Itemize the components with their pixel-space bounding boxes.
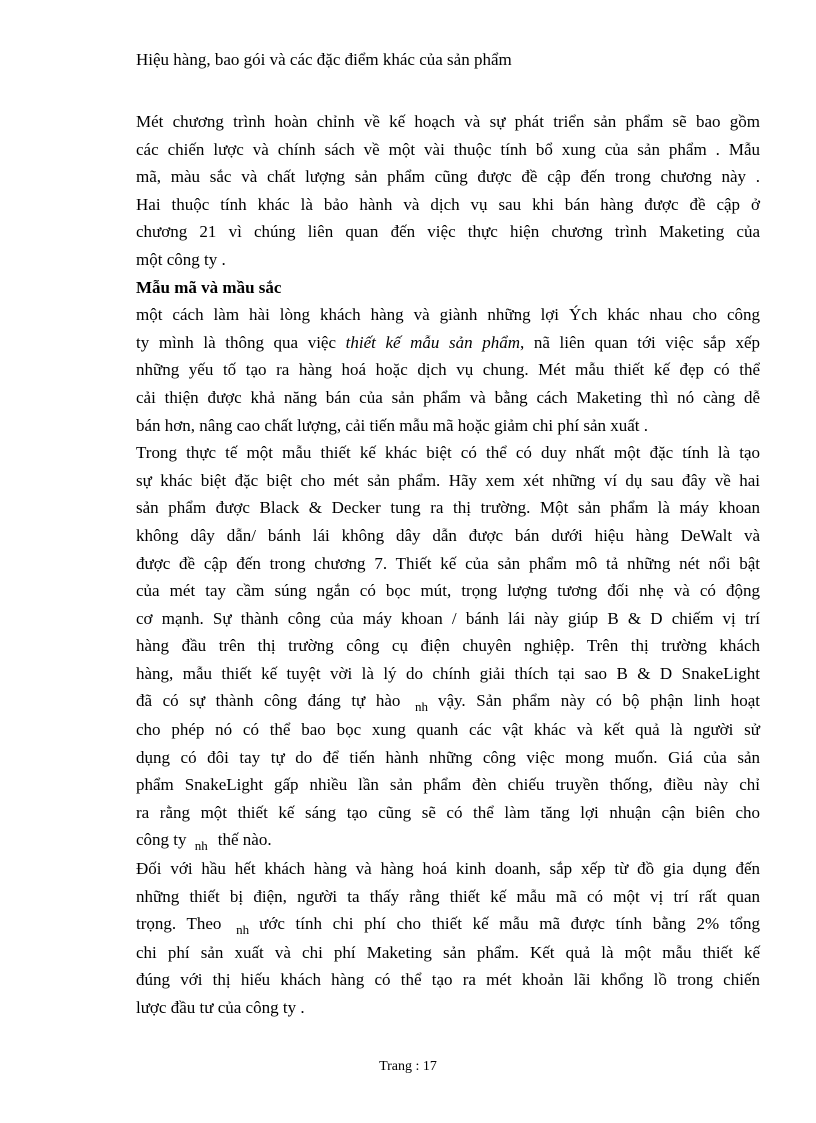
text-line: mã, màu sắc và chất lượng sản phẩm cũng được đề cập đến trong chương này . xyxy=(136,167,760,187)
subscript-fragment: nh xyxy=(194,838,208,854)
section-heading: Mẫu mã và mầu sắc xyxy=(136,277,282,297)
text-line: Trong thực tế một mẫu thiết kế khác biệt có thể có duy nhất một đặc tính là tạo xyxy=(136,443,760,463)
body-text xyxy=(136,108,760,1022)
text-line: hàng, mẫu thiết kế tuyệt vời là lý do chính giải thích tại sao B & D SnakeLight xyxy=(136,663,760,683)
text-fragment: đã có sự thành công đáng tự hào xyxy=(136,691,401,711)
text-line: chi phí sản xuất và chi phí Maketing sản phẩm. Kết quả là một mẫu thiết kế xyxy=(136,942,760,962)
text-line: Mét chương trình hoàn chỉnh về kế hoạch và sự phát triển sản phẩm sẽ bao gồm xyxy=(136,112,760,131)
paragraph-cost xyxy=(136,855,760,1022)
text-line: được đề cập đến trong chương 7. Thiết kế của sản phẩm mô tả những nét nổi bật xyxy=(136,553,760,573)
text-line xyxy=(136,329,760,357)
text-line: những yếu tố tạo ra hàng hoá hoặc dịch vụ chung. Mét mẫu thiết kế đẹp có thể xyxy=(136,360,760,380)
text-line: cho phép nó có thể bao bọc xung quanh các vật khác và kết quả là người sử xyxy=(136,720,760,740)
text-line: cơ mạnh. Sự thành công của máy khoan / bánh lái này giúp B & D chiếm vị trí xyxy=(136,608,760,628)
text-line xyxy=(136,826,760,855)
paragraph-examples xyxy=(136,439,760,855)
text-fragment: vậy. Sản phẩm này có bộ phận linh hoạt xyxy=(437,691,761,711)
text-line: ra rằng một thiết kế sáng tạo cũng sẽ có thể làm tăng lợi nhuận cận biên cho xyxy=(136,802,760,822)
text-fragment: công ty xyxy=(136,830,187,850)
text-fragment: thế nào. xyxy=(217,830,272,850)
text-line xyxy=(136,910,760,939)
text-line: sản phẩm được Black & Decker tung ra thị trường. Một sản phẩm là máy khoan xyxy=(136,498,760,518)
text-line: các chiến lược và chính sách về một vài thuộc tính bổ xung của sản phẩm . Mẫu xyxy=(136,139,760,159)
text-line: Đối với hầu hết khách hàng và hàng hoá kinh doanh, sắp xếp từ đồ gia dụng đến xyxy=(136,859,760,879)
text-fragment: ước tính chi phí cho thiết kế mẫu mã được tính bằng 2% tổng xyxy=(259,914,760,934)
text-line: của mét tay cầm súng ngắn có bọc mút, trọng lượng tương đối nhẹ và có động xyxy=(136,581,760,601)
text-line: Hai thuộc tính khác là bảo hành và dịch vụ sau khi bán hàng được đề cập ở xyxy=(136,194,760,214)
page-header: Hiệu hàng, bao gói và các đặc điểm khác của sản phẩm xyxy=(136,50,512,69)
page-number: Trang : 17 xyxy=(379,1059,437,1074)
text-line: cải thiện được khả năng bán của sản phẩm và bằng cách Maketing thì nó càng dễ xyxy=(136,387,760,407)
text-line: chương 21 vì chúng liên quan đến việc thực hiện chương trình Maketing của xyxy=(136,222,760,242)
subscript-fragment: nh xyxy=(236,922,250,938)
paragraph-intro xyxy=(136,108,760,274)
text-fragment: ty mình là thông qua việc xyxy=(136,332,346,352)
text-line: một cách làm hài lòng khách hàng và giành những lợi Ých khác nhau cho công xyxy=(136,305,760,325)
text-line: bán hơn, nâng cao chất lượng, cải tiến mẫu mã hoặc giảm chi phí sản xuất . xyxy=(136,415,649,435)
subscript-fragment: nh xyxy=(414,699,428,715)
text-line: một công ty . xyxy=(136,249,226,269)
text-line: hàng đầu trên thị trường công cụ điện chuyên nghiệp. Trên thị trường khách xyxy=(136,636,760,656)
emphasis-term: thiết kế mẫu sản phẩm xyxy=(345,332,520,352)
text-line: phẩm SnakeLight gấp nhiều lần sản phẩm đèn chiếu truyền thống, điều này chỉ xyxy=(136,775,760,795)
text-line: lược đầu tư của công ty . xyxy=(136,998,305,1017)
paragraph-design xyxy=(136,301,760,439)
text-fragment: , nã liên quan tới việc sắp xếp xyxy=(520,332,760,352)
text-line: sự khác biệt đặc biệt cho mét sản phẩm. Hãy xem xét những ví dụ sau đây về hai xyxy=(136,470,760,490)
text-line: những thiết bị điện, người ta thấy rằng thiết kế mẫu mã có một vị trí rất quan xyxy=(136,886,760,906)
text-line: đúng với thị hiếu khách hàng có thể tạo ra mét khoản lãi khổng lồ trong chiến xyxy=(136,970,760,990)
text-line: không dây dẫn/ bánh lái không dây dẫn được bán dưới hiệu hàng DeWalt và xyxy=(136,525,760,545)
text-line xyxy=(136,687,760,716)
text-line: dụng có đôi tay tự do để tiến hành những công việc mong muốn. Giá của sản xyxy=(136,747,760,767)
text-fragment: trọng. Theo xyxy=(136,914,222,934)
